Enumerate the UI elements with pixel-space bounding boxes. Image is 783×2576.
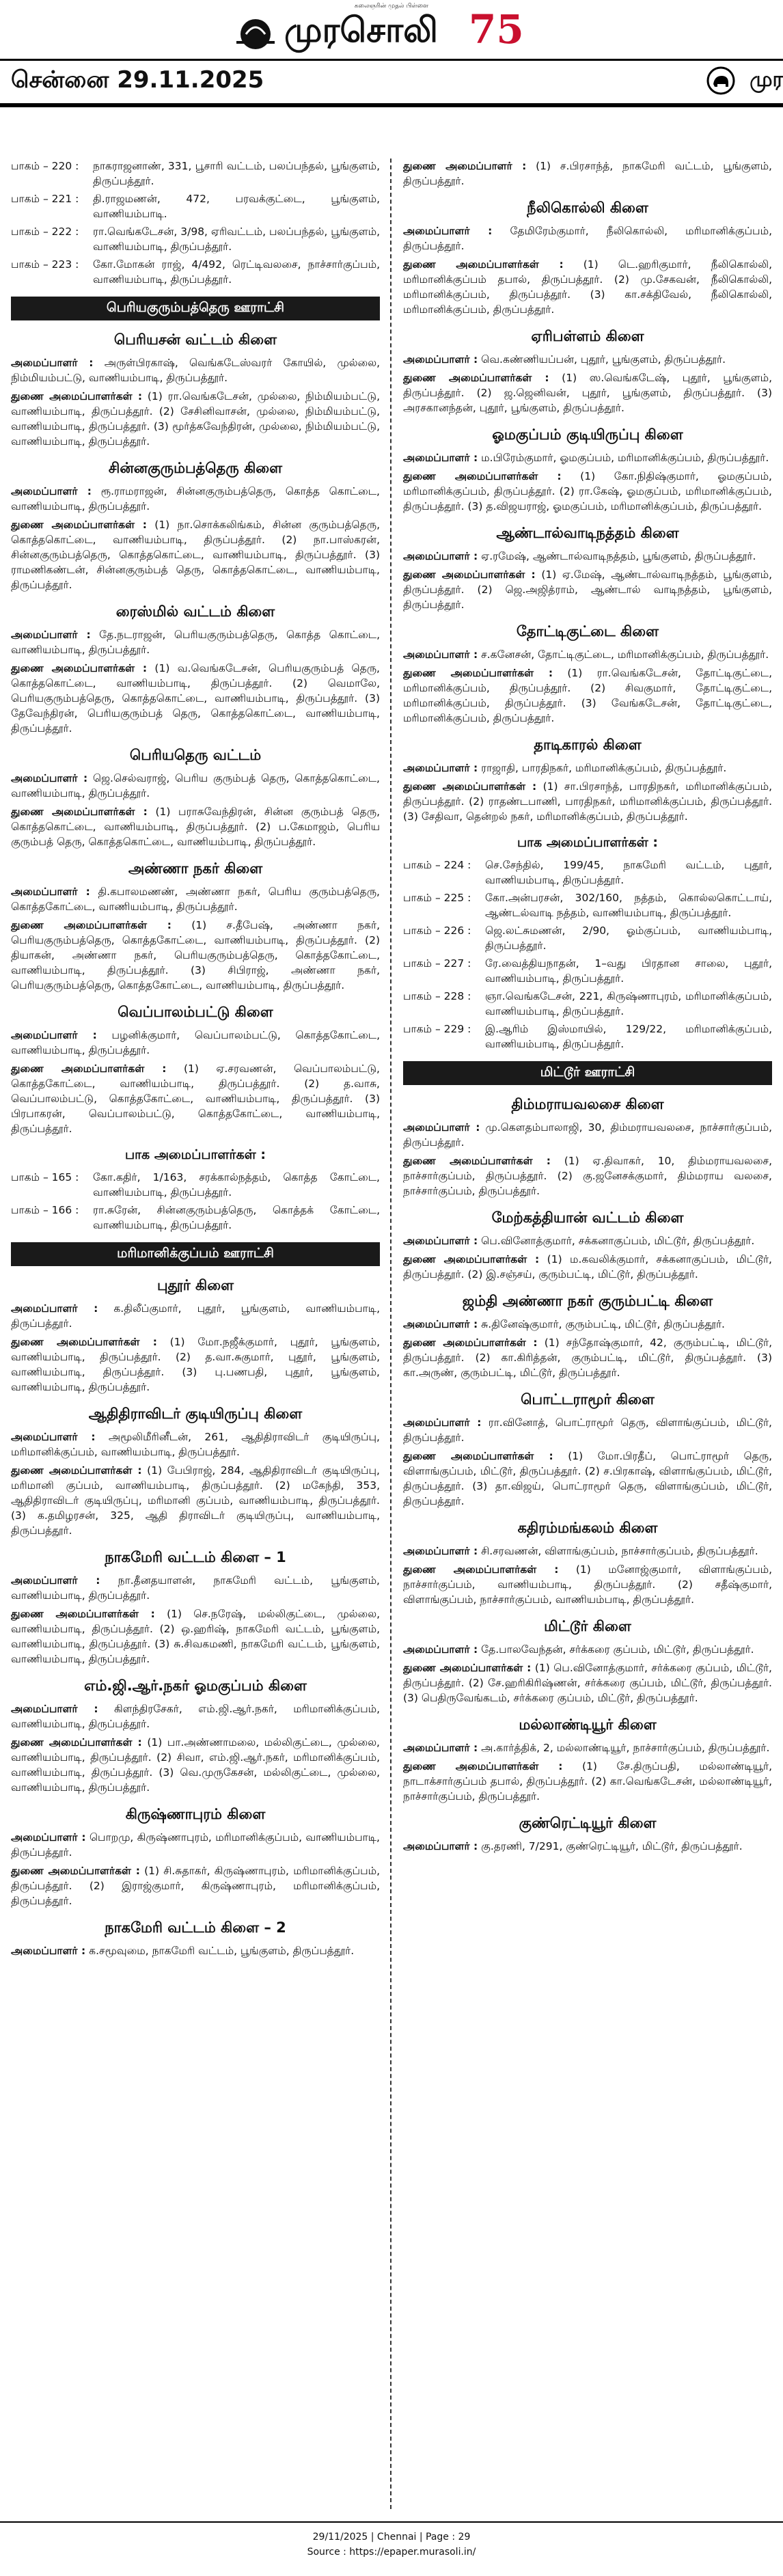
branch-title: மேற்கத்தியான் வட்டம் கிளை [491,1209,684,1226]
elephant-icon [706,66,735,95]
role-label: அமைப்பாளர் : [11,629,91,641]
organizer-text: ம.பிரேம்குமார், ஓமகுப்பம், மரிமானிக்குப்பம், திருப்பத்தூர். [481,452,769,464]
role-label: துணை அமைப்பாளர்கள் : [11,390,143,402]
organizer-entry [403,761,772,776]
deputy-entry [11,1606,380,1667]
role-label: அமைப்பாளர் : [11,886,90,898]
organizer-text: ஏ.ரமேஷ், ஆண்டால்வாடிநத்தம், பூங்குளம், திருப்பத்தூர். [481,550,756,562]
booth-label: பாகம் – 221 : [11,193,79,205]
deputy-entry [11,1735,380,1795]
branch-title: எம்.ஜி.ஆர்.நகர் ஓமகுப்பம் கிளை [84,1677,307,1694]
organizer-entry [403,1233,772,1248]
organizer-entry [403,1544,772,1559]
deputy-text: (1) சந்தோஷ்குமார், 42, குரும்பட்டி, மிட்டூர், திருப்பத்தூர். (2) கா.கிரித்தன், குரும்பட்டி, மிட்டூர், திருப்பத்தூர். (3) கா.அருண், குரும்பட்டி, மிட்டூர், திருப்பத்தூர். [403,1337,772,1379]
deputy-text: (1) ஸ.வெங்கடேஷ், புதூர், பூங்குளம், திருப்பத்தூர். (2) ஜ.ஜெனிவன், புதூர், பூங்குளம், திருப்பத்தூர். (3) அரசகானந்தன், புதூர், பூங்குளம், திருப்பத்தூர். [403,372,772,414]
booth-text: கோ.கதிர், 1/163, சரக்கால்நத்தம், கொத்த கோட்டை, வாணியம்பாடி, திருப்பத்தூர். [93,1171,380,1198]
role-label: அமைப்பாளர் : [11,1431,96,1443]
role-label: துணை அமைப்பாளர்கள் : [403,568,536,581]
deputy-entry [403,567,772,612]
branch-title: நாகமேரி வட்டம் கிளை – 2 [105,1919,286,1936]
masthead-edge-text: முர [750,68,783,92]
role-label: துணை அமைப்பாளர்கள் : [11,1464,142,1477]
deputy-text: (1) டெ.ஹரிகுமார், நீலிகொல்லி, மரிமானிக்குப்பம் தபால், திருப்பத்தூர். (2) மு.சேகவன், நீலிகொல்லி, மரிமானிக்குப்பம், திருப்பத்தூர். (3) கா.சக்திவேல், நீலிகொல்லி, மரிமானிக்குப்பம், திருப்பத்தூர். [403,258,772,316]
organizer-text: அ.கார்த்திக், 2, மல்லாண்டியூர், நாச்சார்குப்பம், திருப்பத்தூர். [481,1742,770,1754]
role-label: துணை அமைப்பாளர்கள் : [11,1063,167,1075]
booth-text: கோ.மோகன் ராஜ், 4/492, ரெட்டிவலசை, நாச்சார்குப்பம், வாணியம்பாடி, திருப்பத்தூர். [93,258,380,286]
deputy-entry [11,1061,380,1136]
organizer-text: தி.கபாலமணண், அண்ணா நகர், பெரிய குரும்பத்தெரு, கொத்தகோட்டை, வாணியம்பாடி, திருப்பத்தூர். [11,886,380,913]
deputy-entry [403,1449,772,1509]
role-label: துணை அமைப்பாளர்கள் : [11,662,148,674]
booth-text: கோ.அன்பரசன், 302/160, நத்தம், கொல்லகொட்டாய், ஆண்டல்வாடி நத்தம், வாணியம்பாடி, திருப்பத்தூர். [485,892,772,919]
deputy-text: (1) பேபிராஜ், 284, ஆதிதிராவிடர் குடியிருப்பு, மரிமானி குப்பம், வாணியம்பாடி, திருப்பத்தூர். (2) மகேந்தி, 353, ஆதிதிராவிடர் குடியிருப்பு, மரிமானி குப்பம், வாணியம்பாடி, திருப்பத்தூர். (3) க.தமிழரசன், 325, ஆதி திராவிடர் குடியிருப்பு, வாணியம்பாடி, திருப்பத்தூர். [11,1464,380,1537]
branch-title: ஏரிபள்ளம் கிளை [531,328,644,344]
city-date: சென்னை 29.11.2025 [11,66,264,94]
branch-title: தோட்டிகுட்டை கிளை [516,623,659,640]
footer-edition: 29/11/2025 | Chennai | Page : 29 [312,2532,471,2543]
booth-label: பாகம் – 223 : [11,258,79,271]
booth-heading: பாக அமைப்பாளர்கள் : [124,1147,266,1162]
organizer-entry [11,627,380,657]
booth-entry [403,890,772,920]
branch-title: ரைஸ்மில் வட்டம் கிளை [115,603,275,620]
booth-text: ஞா.வெங்கடேசன், 221, கிருஷ்ணாபுரம், மரிமானிக்குப்பம், வாணியம்பாடி, திருப்பத்தூர். [485,990,772,1017]
booth-label: பாகம் – 220 : [11,160,79,172]
booth-label: பாகம் – 229 : [403,1023,471,1035]
deputy-text: (1) பராசுவேந்திரன், சின்ன குரும்பத் தெரு, கொத்தகொட்டை, வாணியம்பாடி, திருப்பத்தூர். (2) ப.கேமாஜம், பெரிய குரும்பத் தெரு, கொத்தகொட்டை, வாணியம்பாடி, திருப்பத்தூர். [11,806,380,848]
role-label: அமைப்பாளர் : [403,1840,478,1852]
booth-text: ரா.சுரேன், சின்னகுரும்பத்தெரு, கொத்தக் கோட்டை, வாணியம்பாடி, திருப்பத்தூர். [93,1204,380,1231]
organizer-text: ரா.வினோத், பொட்ராமூர் தெரு, விளாங்குப்பம், மிட்டூர், திருப்பத்தூர். [403,1416,772,1444]
role-label: துணை அமைப்பாளர்கள் : [403,470,562,482]
organizer-entry [403,1415,772,1445]
section-heading: பெரியகுரும்பத்தெரு ஊராட்சி [11,297,380,320]
deputy-text: (1) வ.வெங்கடேசன், பெரியகுரும்பத் தெரு, கொத்தகொட்டை, வாணியம்பாடி, திருப்பத்தூர். (2) வெமாலே, பெரியகுரும்பத்தெரு, கொத்தகொட்டை, வாணியம்பாடி, திருப்பத்தூர். (3) தேவேந்திரன், பெரியகுரும்பத் தெரு, கொத்தகொட்டை, வாணியம்பாடி, திருப்பத்தூர். [11,662,380,735]
article-columns [11,159,772,2509]
role-label: அமைப்பாளர் : [403,452,478,464]
organizer-text: தே.நடராஜன், பெரியகுரும்பத்தெரு, கொத்த கொட்டை, வாணியம்பாடி, திருப்பத்தூர். [11,629,380,656]
branch-title: அண்ணா நகர் கிளை [128,860,263,877]
booth-label: பாகம் – 228 : [403,990,471,1002]
deputy-text: (1) பா.அண்ணாமலை, மல்லிகுட்டை, முல்லை, வாணியம்பாடி, திருப்பத்தூர். (2) சிவா, எம்.ஜி.ஆர்.நகர், மரிமானிக்குப்பம், வாணியம்பாடி, திருப்பத்தூர். (3) வெ.முருகேசன், மல்லிகுட்டை, முல்லை, வாணியம்பாடி, திருப்பத்தூர். [11,1736,380,1794]
role-label: துணை அமைப்பாளர்கள் : [403,780,537,793]
role-label: அமைப்பாளர் : [403,1235,478,1247]
role-label: அமைப்பாளர் : [403,550,478,562]
booth-label: பாகம் – 227 : [403,957,471,970]
booth-text: ஜெ.லட்சுமணன், 2/90, ஓம்குப்பம், வாணியம்பாடி, திருப்பத்தூர். [485,924,772,952]
branch-title: திம்மராயவலசை கிளை [511,1096,664,1112]
role-label: அமைப்பாளர் : [403,1121,480,1134]
role-label: அமைப்பாளர் : [403,648,478,661]
organizer-entry [11,1028,380,1058]
footer-source-link[interactable]: Source : https://epaper.murasoli.in/ [307,2547,476,2558]
role-label: அமைப்பாளர் : [403,1643,478,1656]
booth-entry [11,1203,380,1233]
role-label: துணை அமைப்பாளர்கள் : [403,258,564,271]
organizer-text: ராஜாதி, பாரதிநகர், மரிமானிக்குப்பம், திருப்பத்தூர். [481,762,727,774]
organizer-entry [403,1317,772,1332]
organizer-text: வெ.கண்ணியப்பன், புதூர், பூங்குளம், திருப்பத்தூர். [481,353,726,366]
booth-text: ரா.வெங்கடேசன், 3/98, ஏரிவட்டம், பலப்பந்தல், பூங்குளம், வாணியம்பாடி, திருப்பத்தூர். [93,225,380,253]
role-label: அமைப்பாளர் : [11,485,92,497]
branch-title: ஆண்டால்வாடிநத்தம் கிளை [496,525,679,541]
deputy-entry [403,1562,772,1607]
booth-entry [11,1170,380,1200]
jubilee-mark: 75 [469,6,524,53]
booth-label: பாகம் – 226 : [403,924,471,937]
branch-title: ஓமகுப்பம் குடியிருப்பு கிளை [492,426,683,443]
role-label: அமைப்பாளர் : [11,1703,98,1715]
organizer-text: சி.சரவணன், விளாங்குப்பம், நாச்சார்குப்பம், திருப்பத்தூர். [481,1545,758,1557]
organizer-entry [403,1120,772,1150]
deputy-entry [403,1252,772,1282]
organizer-entry [11,355,380,385]
section-heading: மரிமானிக்குப்பம் ஊராட்சி [11,1242,380,1266]
section-heading: மிட்டூர் ஊராட்சி [403,1061,772,1085]
organizer-entry [403,549,772,564]
booth-text: செ.சேந்தில், 199/45, நாகமேரி வட்டம், புதூர், வாணியம்பாடி, திருப்பத்தூர். [485,859,772,886]
deputy-entry [403,159,772,189]
booth-label: பாகம் – 222 : [11,225,79,238]
booth-entry [11,191,380,221]
role-label: துணை அமைப்பாளர்கள் : [11,1336,157,1348]
deputy-text: (1) நா.சொக்கலிங்கம், சின்ன குரும்பத்தெரு, கொத்தகொட்டை, வாணியம்பாடி, திருப்பத்தூர். (2) நா.பாஸ்கரன், சின்னகுரும்பத்தெரு, கொத்தகொட்டை, வாணியம்பாடி, திருப்பத்தூர். (3) ராமணிகண்டன், சின்னகுரும்பத் தெரு, கொத்தகொட்டை, வாணியம்பாடி, திருப்பத்தூர். [11,519,380,591]
booth-text: தி.ராஜமணன், 472, பரவக்குட்டை, பூங்குளம், வாணியம்பாடி. [93,193,380,220]
deputy-entry [11,517,380,592]
role-label: அமைப்பாளர் : [11,1574,100,1587]
role-label: துணை அமைப்பாளர்கள் : [11,1736,142,1749]
role-label: துணை அமைப்பாளர்கள் : [11,519,147,531]
deputy-entry [11,661,380,736]
organizer-entry [403,1740,772,1755]
organizer-entry [11,1701,380,1731]
role-label: அமைப்பாளர் : [11,772,88,784]
column-divider [390,159,392,2509]
masthead [0,0,783,59]
organizer-entry [11,1573,380,1603]
organizer-text: ஜெ.செல்வராஜ், பெரிய குரும்பத் தெரு, கொத்தகொட்டை, வாணியம்பாடி, திருப்பத்தூர். [11,772,380,799]
organizer-entry [11,771,380,801]
role-label: துணை அமைப்பாளர்கள் : [11,1608,155,1620]
branch-title: பொட்டராமூர் கிளை [521,1391,655,1408]
deputy-text: (1) ஏ.மேஷ், ஆண்டால்வாடிநத்தம், பூங்குளம், திருப்பத்தூர். (2) ஜெ.அஜித்ராம், ஆண்டால் வாடிநத்தம், பூங்குளம், திருப்பத்தூர். [403,568,772,611]
booth-label: பாகம் – 166 : [11,1204,79,1216]
branch-title: மிட்டூர் கிளை [544,1618,631,1634]
booth-entry [403,858,772,888]
organizer-text: க.திலீப்குமார், புதூர், பூங்குளம், வாணியம்பாடி, திருப்பத்தூர். [11,1302,380,1330]
branch-title: பெரியசன் வட்டம் கிளை [113,331,277,348]
deputy-text: (1) ச.பிரசாந்த், நாகமேரி வட்டம், பூங்குளம், திருப்பத்தூர். [403,160,772,187]
booth-entry [403,989,772,1019]
organizer-entry [11,1830,380,1860]
masthead-tagline: கலைஞரின் முதல் பிள்ளை [354,3,429,10]
deputy-text: (1) பெ.வினோத்குமார், சர்க்கரை குப்பம், மிட்டூர், திருப்பத்தூர். (2) சே.ஹரிகிரிஷ்ணன், சர்க்கரை குப்பம், மிட்டூர், திருப்பத்தூர். (3) பெதிருவேங்கடம், சர்க்கரை குப்பம், மிட்டூர், திருப்பத்தூர். [403,1662,772,1704]
role-label: துணை அமைப்பாளர்கள் : [403,1760,563,1772]
deputy-text: (1) மனோஜ்குமார், விளாங்குப்பம், நாச்சார்குப்பம், வாணியம்பாடி, திருப்பத்தூர். (2) சதீஷ்குமார், விளாங்குப்பம், நாச்சார்குப்பம், வாணியம்பாடி, திருப்பத்தூர். [403,1563,772,1606]
booth-entry [403,956,772,986]
organizer-entry [11,1429,380,1460]
deputy-text: (1) செ.நரேஷ், மல்லிகுட்டை, முல்லை, வாணியம்பாடி, திருப்பத்தூர். (2) ஒ.ஹரிஷ், நாகமேரி வட்டம், பூங்குளம், வாணியம்பாடி, திருப்பத்தூர். (3) சு.சிவகமணி, நாகமேரி வட்டம், பூங்குளம், வாணியம்பாடி, திருப்பத்தூர். [11,1608,380,1665]
organizer-text: ச.கனேசன், தோட்டிகுட்டை, மரிமானிக்குப்பம், திருப்பத்தூர். [481,648,769,661]
deputy-entry [403,666,772,726]
role-label: துணை அமைப்பாளர்கள் : [403,1662,532,1674]
deputy-entry [403,1335,772,1380]
booth-entry [11,224,380,254]
role-label: அமைப்பாளர் : [11,1302,98,1315]
role-label: அமைப்பாளர் : [403,1416,482,1429]
role-label: துணை அமைப்பாளர்கள் : [11,806,148,818]
role-label: அமைப்பாளர் : [403,1318,478,1330]
booth-entry [11,159,380,189]
organizer-text: பொறமு, கிருஷ்ணாபுரம், மரிமானிக்குப்பம், வாணியம்பாடி, திருப்பத்தூர். [11,1831,380,1859]
dateline-bar [0,59,783,107]
rising-sun-icon [232,14,279,52]
organizer-entry [403,223,772,254]
organizer-entry [11,1301,380,1331]
branch-title: புதூர் கிளை [156,1277,234,1293]
role-label: அமைப்பாளர் : [11,357,94,369]
organizer-text: மு.கௌதம்பாலாஜி, 30, திம்மராயவலசை, நாச்சார்குப்பம், திருப்பத்தூர். [403,1121,772,1149]
booth-entry [403,923,772,953]
organizer-text: பெ.வினோத்குமார், சக்கனாகுப்பம், மிட்டூர், திருப்பத்தூர். [481,1235,755,1247]
organizer-text: அருள்பிரகாஷ், வெங்கடேஸ்வரர் கோயில், முல்லை, நிம்மியம்பட்டு, வாணியம்பாடி, திருப்பத்தூர். [11,357,380,384]
organizer-entry [403,1642,772,1657]
branch-title: வெப்பாலம்பட்டு கிளை [118,1004,273,1020]
role-label: துணை அமைப்பாளர்கள் : [403,667,553,679]
deputy-entry [403,370,772,415]
booth-entry [11,257,380,287]
organizer-text: தே.பாலவேந்தன், சர்க்கரை குப்பம், மிட்டூர், திருப்பத்தூர். [481,1643,754,1656]
deputy-entry [11,1863,380,1908]
booth-text: நாகராஜனாண், 331, பூசாரி வட்டம், பலப்பந்தல், பூங்குளம், திருப்பத்தூர். [93,160,380,187]
deputy-text: (1) ம.கவலிக்குமார், சக்கனாகுப்பம், மிட்டூர், திருப்பத்தூர். (2) இ.சஞ்சய், குரும்பட்டி, மிட்டூர், திருப்பத்தூர். [403,1253,772,1280]
organizer-text: அமூலிமீரினீடன், 261, ஆதிதிராவிடர் குடியிருப்பு, மரிமானிக்குப்பம், வாணியம்பாடி, திருப்பத்தூர். [11,1431,380,1458]
organizer-text: கிளந்திரசேகர், எம்.ஜி.ஆர்.நகர், மரிமானிக்குப்பம், வாணியம்பாடி, திருப்பத்தூர். [11,1703,380,1730]
role-label: அமைப்பாளர் : [11,1831,86,1844]
deputy-text: (1) ரா.வெங்கடேசன், முல்லை, நிம்மியம்பட்டு, வாணியம்பாடி, திருப்பத்தூர். (2) சேசினிவாசன், முல்லை, நிம்மியம்பட்டு, வாணியம்பாடி, திருப்பத்தூர். (3) மூர்த்கவேந்திரன், முல்லை, நிம்மியம்பட்டு, வாணியம்பாடி, திருப்பத்தூர். [11,390,380,448]
role-label: அமைப்பாளர் : [403,1742,478,1754]
role-label: அமைப்பாளர் : [11,1029,97,1041]
deputy-entry [11,804,380,849]
booth-heading: பாக அமைப்பாளர்கள் : [517,835,658,850]
role-label: துணை அமைப்பாளர்கள் : [403,1337,538,1349]
deputy-entry [403,779,772,824]
role-label: துணை அமைப்பாளர்கள் : [403,372,549,384]
deputy-entry [11,1334,380,1395]
organizer-entry [403,450,772,465]
organizer-text: ரூ.ராமராஜன், சின்னகுரும்பத்தெரு, கொத்த கொட்டை, வாணியம்பாடி, திருப்பத்தூர். [11,485,380,512]
organizer-entry [403,352,772,367]
branch-title: நீலிகொல்லி கிளை [527,200,648,216]
organizer-entry [11,1943,380,1958]
deputy-entry [403,1759,772,1804]
role-label: துணை அமைப்பாளர்கள் : [403,1155,551,1167]
deputy-entry [11,918,380,993]
booth-text: இ.ஆரிம் இஸ்மாயில், 129/22, மரிமானிக்குப்பம், வாணியம்பாடி, திருப்பத்தூர். [485,1023,772,1050]
role-label: அமைப்பாளர் : [11,1945,86,1957]
deputy-entry [403,469,772,514]
deputy-entry [11,1463,380,1538]
page-footer [0,2521,783,2560]
organizer-text: தேமிரேம்குமார், நீலிகொல்லி, மரிமானிக்குப்பம், திருப்பத்தூர். [403,225,772,252]
branch-title: ஜம்தி அண்ணா நகர் குரும்பட்டி கிளை [462,1293,713,1309]
deputy-entry [403,257,772,317]
role-label: துணை அமைப்பாளர் : [403,160,527,172]
branch-title: மல்லாண்டியூர் கிளை [519,1716,657,1733]
deputy-text: (1) மோ.நஜீக்குமார், புதூர், பூங்குளம், வாணியம்பாடி, திருப்பத்தூர். (2) த.வா.சுகுமார், புதூர், பூங்குளம், வாணியம்பாடி, திருப்பத்தூர். (3) பு.பணபதி, புதூர், பூங்குளம், வாணியம்பாடி, திருப்பத்தூர். [11,1336,380,1393]
newspaper-title: முரசொலி [284,10,438,50]
deputy-text: (1) கோ.நிதிஷ்குமார், ஓமகுப்பம், மரிமானிக்குப்பம், திருப்பத்தூர். (2) ரா.கேஷ், ஓமகுப்பம், மரிமானிக்குப்பம், திருப்பத்தூர். (3) த.விஜயராஜ், ஓமகுப்பம், மரிமானிக்குப்பம், திருப்பத்தூர். [403,470,772,512]
deputy-text: (1) சா.பிரசாந்த், பாரதிநகர், மரிமானிக்குப்பம், திருப்பத்தூர். (2) ராதண்டபாணி, பாரதிநகர், மரிமானிக்குப்பம், திருப்பத்தூர். (3) சேதிவா, தென்றல் நகர், மரிமானிக்குப்பம், திருப்பத்தூர். [403,780,772,823]
booth-entry [403,1022,772,1052]
role-label: அமைப்பாளர் : [403,353,478,366]
role-label: அமைப்பாளர் : [403,1545,478,1557]
deputy-text: (1) மோ.பிரதீப், பொட்ராமூர் தெரு, விளாங்குப்பம், மிட்டூர், திருப்பத்தூர். (2) ச.பிரகாஷ், விளாங்குப்பம், மிட்டூர், திருப்பத்தூர். (3) தா.விஜய், பொட்ராமூர் தெரு, விளாங்குப்பம், மிட்டூர், திருப்பத்தூர். [403,1450,772,1507]
deputy-text: (1) ஏ.சரவணன், வெப்பாலம்பட்டு, கொத்தகோட்டை, வாணியம்பாடி, திருப்பத்தூர். (2) த.வாசு, வெப்பாலம்பட்டு, கொத்தகோட்டை, வாணியம்பாடி, திருப்பத்தூர். (3) பிரபாகரன், வெப்பாலம்பட்டு, கொத்தகோட்டை, வாணியம்பாடி, திருப்பத்தூர். [11,1063,380,1135]
organizer-entry [403,647,772,662]
booth-label: பாகம் – 165 : [11,1171,79,1183]
organizer-text: நா.தீனதயாளன், நாகமேரி வட்டம், பூங்குளம், வாணியம்பாடி, திருப்பத்தூர். [11,1574,380,1602]
organizer-text: பழனிக்குமார், வெப்பாலம்பட்டு, கொத்தகோட்டை, வாணியம்பாடி, திருப்பத்தூர். [11,1029,380,1056]
branch-title: பெரியதெரு வட்டம் [129,747,262,763]
organizer-entry [11,484,380,514]
organizer-text: கு.தரணி, 7/291, குண்ரெட்டியூர், மிட்டூர், திருப்பத்தூர். [481,1840,743,1852]
deputy-entry [403,1153,772,1198]
branch-title: கதிரம்மங்கலம் கிளை [517,1520,658,1536]
deputy-text: (1) சே.திருப்பதி, மல்லாண்டியூர், நாடாக்சார்குப்பம் தபால், திருப்பத்தூர். (2) கா.வெங்கடேசன், மல்லாண்டியூர், நாச்சார்குப்பம், திருப்பத்தூர். [403,1760,772,1803]
role-label: அமைப்பாளர் : [403,225,493,237]
left-column [11,159,380,2509]
organizer-text: சு.தினேஷ்குமார், குரும்பட்டி, மிட்டூர், திருப்பத்தூர். [481,1318,725,1330]
branch-title: கிருஷ்ணாபுரம் கிளை [125,1806,266,1822]
deputy-text: (1) சி.சுதாகர், கிருஷ்ணாபுரம், மரிமானிக்குப்பம், திருப்பத்தூர். (2) இராஜ்குமார், கிருஷ்ணாபுரம், மரிமானிக்குப்பம், திருப்பத்தூர். [11,1865,380,1907]
organizer-text: க.சமூவுமை, நாகமேரி வட்டம், பூங்குளம், திருப்பத்தூர். [89,1945,355,1957]
role-label: துணை அமைப்பாளர்கள் : [403,1563,559,1576]
branch-title: தாடிகாரல் கிளை [534,737,642,753]
branch-title: நாகமேரி வட்டம் கிளை – 1 [105,1549,286,1565]
organizer-entry [403,1839,772,1854]
deputy-text: (1) ஏ.திவாகர், 10, திம்மராயவலசை, நாச்சார்குப்பம், திருப்பத்தூர். (2) கு.ஜனேசக்குமார், திம்மராய வலசை, நாச்சார்குப்பம், திருப்பத்தூர். [403,1155,772,1197]
deputy-text: (1) ரா.வெங்கடேசன், தோட்டிகுட்டை, மரிமானிக்குப்பம், திருப்பத்தூர். (2) சிவகுமார், தோட்டிகுட்டை, மரிமானிக்குப்பம், திருப்பத்தூர். (3) வேங்கடேசன், தோட்டிகுட்டை, மரிமானிக்குப்பம், திருப்பத்தூர். [403,667,772,724]
branch-title: ஆதிதிராவிடர் குடியிருப்பு கிளை [88,1406,303,1422]
role-label: துணை அமைப்பாளர்கள் : [11,1865,140,1877]
organizer-entry [11,884,380,914]
role-label: துணை அமைப்பாளர்கள் : [403,1450,553,1462]
role-label: துணை அமைப்பாளர்கள் : [403,1253,540,1265]
deputy-text: (1) ச.தீபேஷ், அண்ணா நகர், பெரியகுரும்பத்தெரு, கொத்தகோட்டை, வாணியம்பாடி, திருப்பத்தூர். (2) தியாகன், அண்ணா நகர், பெரியகுரும்பத்தெரு, கொத்தகோட்டை, வாணியம்பாடி, திருப்பத்தூர். (3) சிபிராஜ், அண்ணா நகர், பெரியகுரும்பத்தெரு, கொத்தகோட்டை, வாணியம்பாடி, திருப்பத்தூர். [11,919,380,991]
booth-text: ரே.வைத்தியநாதன், 1–வது பிரதான சாலை, புதூர், வாணியம்பாடி, திருப்பத்தூர். [485,957,772,985]
deputy-entry [403,1660,772,1705]
right-column [403,159,772,2509]
deputy-entry [11,389,380,449]
branch-title: சின்னகுரும்பத்தெரு கிளை [108,460,283,476]
booth-label: பாகம் – 225 : [403,892,471,904]
role-label: அமைப்பாளர் : [403,762,478,774]
role-label: துணை அமைப்பாளர்கள் : [11,919,171,931]
branch-title: குண்ரெட்டியூர் கிளை [519,1815,657,1831]
booth-label: பாகம் – 224 : [403,859,471,871]
